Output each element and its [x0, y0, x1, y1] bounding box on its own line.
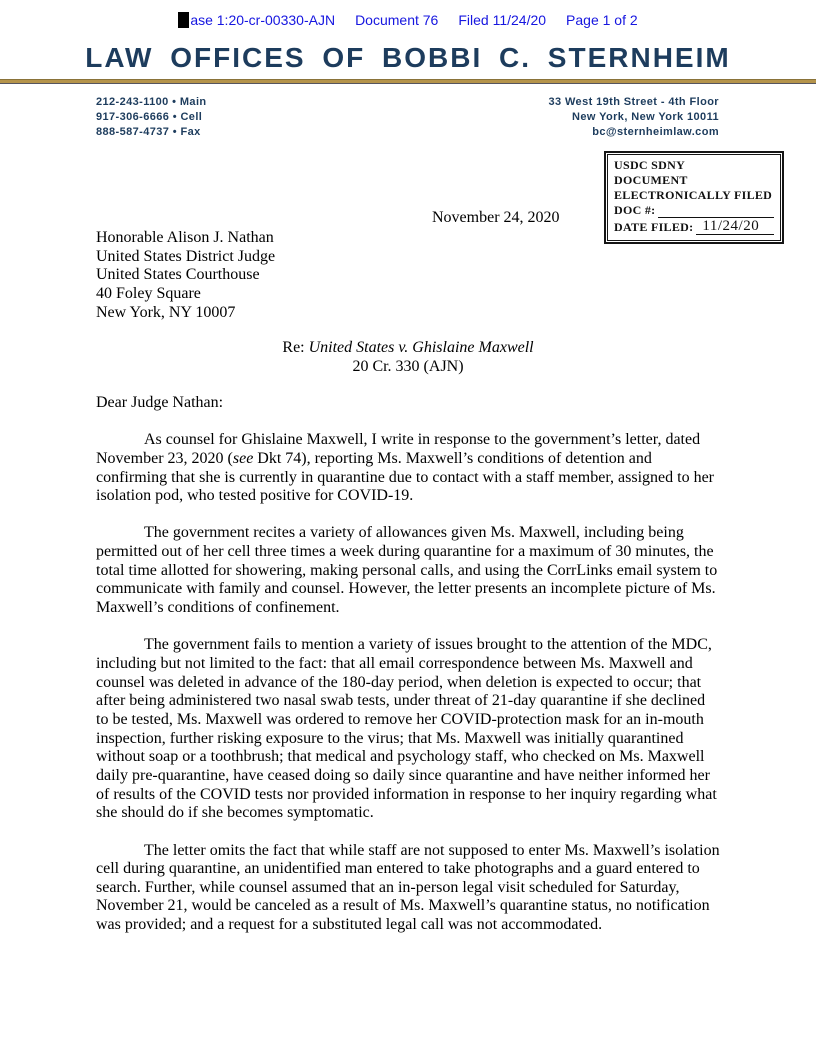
document-number: Document 76: [355, 12, 439, 28]
filing-stamp-inner: [607, 154, 781, 241]
phone-main: 212-243-1100 • Main: [96, 96, 207, 108]
doc-number-blank: [658, 205, 774, 218]
recipient-city: New York, NY 10007: [96, 303, 236, 321]
date-filed-label: DATE FILED:: [614, 220, 694, 234]
letter-date: November 24, 2020: [432, 209, 560, 226]
doc-number-label: DOC #:: [614, 203, 656, 217]
phone-cell: 917-306-6666 • Cell: [96, 111, 203, 123]
case-number-text: ase 1:20-cr-00330-AJN: [190, 12, 336, 28]
re-label: Re:: [282, 339, 309, 356]
date-filed-value: 11/24/20: [696, 218, 774, 235]
recipient-address: [96, 229, 275, 323]
date-filed-row: [614, 218, 774, 235]
stamp-document: DOCUMENT: [614, 173, 688, 187]
redaction-box: [178, 12, 189, 28]
stamp-court: USDC SDNY: [614, 158, 686, 172]
ecf-header: [0, 12, 816, 28]
letter-paragraph-4: The letter omits the fact that while staff are not supposed to enter Ms. Maxwell’s isolation cell during quarantine, an unidentified man entered to take photographs and a guard entered to search. Further, while counsel assumed that an in-person legal visit scheduled for Saturday, November 21, would be canceled as a result of Ms. Maxwell’s quarantine status, no notification was provided; and a request for a substituted legal call was not accommodated.: [96, 841, 720, 934]
phone-fax: 888-587-4737 • Fax: [96, 126, 201, 138]
letterhead-divider: [0, 79, 816, 84]
letter-body: [96, 394, 720, 953]
recipient-title: United States District Judge: [96, 247, 276, 265]
page-number: Page 1 of 2: [566, 12, 638, 28]
address-city: New York, New York 10011: [572, 111, 719, 123]
stamp-filed: ELECTRONICALLY FILED: [614, 188, 773, 202]
contact-address-block: [548, 95, 719, 140]
re-block: [0, 339, 816, 376]
filing-stamp: [604, 151, 784, 244]
recipient-name: Honorable Alison J. Nathan: [96, 229, 274, 246]
recipient-street: 40 Foley Square: [96, 285, 201, 303]
letter-paragraph-3: The government fails to mention a variety of issues brought to the attention of the MDC, including but not limited to the fact: that all email correspondence between Ms. Maxwell and counsel was deleted in advance of the 180-day period, when deletion is expected to occur; that after being administered two nasal swab tests, under threat of 21-day quarantine if she declined to be tested, Ms. Maxwell was ordered to remove her COVID-protection mask for an in-mouth inspection, further risking exposure to the virus; that Ms. Maxwell was initially quarantined without soap or a toothbrush; that medical and psychology staff, who checked on Ms. Maxwell daily pre-quarantine, have ceased doing so daily since quarantine and have neither informed her of results of the COVID tests nor provided information in response to her inquiry regarding what she should do if she becomes symptomatic.: [96, 636, 717, 822]
filed-date: Filed 11/24/20: [458, 12, 547, 28]
contact-phone-block: [96, 95, 207, 140]
address-street: 33 West 19th Street - 4th Floor: [548, 96, 719, 108]
letter-paragraph-1: As counsel for Ghislaine Maxwell, I write in response to the government’s letter, dated November 23, 2020 (see Dkt 74), reporting Ms. Maxwell’s conditions of detention and confirming that she is currently in quarantine due to contact with a staff member, assigned to her isolation pod, who tested positive for COVID-19.: [96, 431, 714, 505]
firm-name: LAW OFFICES OF BOBBI C. STERNHEIM: [85, 42, 731, 73]
address-email: bc@sternheimlaw.com: [592, 126, 719, 138]
re-docket: 20 Cr. 330 (AJN): [352, 357, 464, 375]
recipient-building: United States Courthouse: [96, 266, 260, 284]
re-case-name: United States v. Ghislaine Maxwell: [308, 339, 534, 356]
salutation: Dear Judge Nathan:: [96, 394, 224, 411]
doc-number-row: [614, 203, 774, 218]
case-number: [178, 12, 335, 28]
re-line: [0, 339, 816, 358]
letter-paragraph-2: The government recites a variety of allowances given Ms. Maxwell, including being permitted out of her cell three times a week during quarantine for a maximum of 30 minutes, the total time allotted for showering, making personal calls, and using the CorrLinks email system to communicate with family and counsel. However, the letter presents an incomplete picture of Ms. Maxwell’s conditions of confinement.: [96, 524, 718, 617]
